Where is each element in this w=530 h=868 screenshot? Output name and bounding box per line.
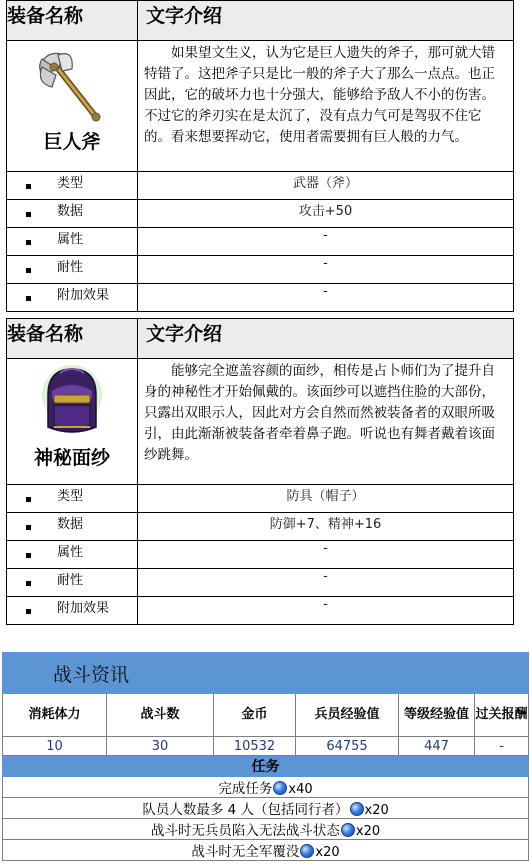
mission-row — [3, 777, 529, 798]
val-level-exp: 447 — [399, 737, 475, 756]
col-battles: 战斗数 — [107, 694, 214, 737]
attr-value: 防具（帽子） — [138, 485, 514, 513]
mission-reward: x20 — [315, 845, 340, 860]
attr-value: - — [138, 228, 514, 256]
equipment-table-2 — [6, 318, 514, 625]
header-desc-col: 文字介绍 — [138, 1, 514, 41]
col-soldier-exp: 兵员经验值 — [296, 694, 399, 737]
mission-text: 队员人数最多 4 人（包括同行者） — [142, 802, 349, 818]
attr-row-type — [7, 485, 514, 513]
mission-item — [3, 777, 529, 798]
equipment-description: 能够完全遮盖容颜的面纱，相传是占卜师们为了提升自身的神秘性才开始佩戴的。该面纱可以遮挡住脸的大部份，只露出双眼示人，因此对方会自然而然被装备者的双眼所吸引，由此渐渐被装备者牵着鼻子跑。听说也有舞者戴着该面纱跳舞。 — [144, 363, 495, 463]
val-battles: 30 — [107, 737, 214, 756]
attr-row-extra — [7, 284, 514, 312]
attr-value: 武器（斧） — [138, 172, 514, 200]
col-reward: 过关报酬 — [475, 694, 529, 737]
missions-title: 任务 — [3, 756, 529, 777]
header-name-col: 装备名称 — [7, 319, 138, 359]
val-stamina: 10 — [3, 737, 107, 756]
attr-key: 耐性 — [7, 256, 138, 284]
mission-text: 战斗时无兵员陷入无法战斗状态 — [150, 823, 340, 839]
mission-item — [3, 840, 529, 861]
attr-row-extra — [7, 597, 514, 625]
mission-row — [3, 819, 529, 840]
attr-key: 附加效果 — [7, 284, 138, 312]
attr-row-resistance — [7, 256, 514, 284]
battle-title-row — [3, 653, 529, 694]
mission-row — [3, 840, 529, 861]
blue-gem-icon — [300, 844, 314, 858]
header-name-col: 装备名称 — [7, 1, 138, 41]
mission-row — [3, 798, 529, 819]
mission-item — [3, 798, 529, 819]
equipment-header-row — [7, 319, 514, 359]
attr-row-data — [7, 513, 514, 541]
equipment-name: 神秘面纱 — [33, 447, 110, 469]
blue-gem-icon — [350, 802, 364, 816]
attr-key: 类型 — [7, 485, 138, 513]
attr-value: - — [138, 541, 514, 569]
attr-value: 防御+7、精神+16 — [138, 513, 514, 541]
val-reward: - — [475, 737, 529, 756]
double-axe-icon — [32, 47, 112, 125]
attr-key: 耐性 — [7, 569, 138, 597]
attr-key: 类型 — [7, 172, 138, 200]
battle-info-table — [2, 652, 529, 861]
mission-reward: x20 — [355, 824, 381, 839]
attr-value: - — [138, 597, 514, 625]
equipment-main-row — [7, 359, 514, 485]
col-level-exp: 等级经验值 — [399, 694, 475, 737]
equipment-desc-cell — [138, 41, 514, 172]
mission-reward: x40 — [288, 782, 313, 797]
attr-row-element — [7, 541, 514, 569]
purple-veil-icon — [40, 365, 104, 441]
val-gold: 10532 — [214, 737, 296, 756]
equipment-name: 巨人斧 — [43, 131, 101, 153]
battle-columns-row — [3, 694, 529, 737]
attr-key: 属性 — [7, 541, 138, 569]
attr-key: 附加效果 — [7, 597, 138, 625]
mission-text: 战斗时无全军覆没 — [191, 844, 300, 860]
equipment-table-1 — [6, 0, 514, 312]
equipment-desc-cell — [138, 359, 514, 485]
missions-title-row — [3, 756, 529, 777]
blue-gem-icon — [273, 781, 287, 795]
mission-text: 完成任务 — [218, 781, 273, 797]
attr-value: - — [138, 284, 514, 312]
attr-key: 数据 — [7, 200, 138, 228]
attr-row-data — [7, 200, 514, 228]
mission-item — [3, 819, 529, 840]
attr-value: - — [138, 569, 514, 597]
col-stamina: 消耗体力 — [3, 694, 107, 737]
equipment-description: 如果望文生义，认为它是巨人遗失的斧子，那可就大错特错了。这把斧子只是比一般的斧子大了那么一点点。也正因此，它的破坏力也十分强大，能够给予敌人不小的伤害。不过它的斧刃实在是太沉了，没有点力气可是驾驭不住它的。看来想要挥动它，使用者需要拥有巨人般的力气。 — [144, 45, 495, 145]
attr-key: 数据 — [7, 513, 138, 541]
equipment-icon-cell — [7, 359, 138, 485]
attr-value: 攻击+50 — [138, 200, 514, 228]
mission-reward: x20 — [364, 803, 389, 818]
equipment-main-row — [7, 41, 514, 172]
equipment-icon-cell — [7, 41, 138, 172]
attr-row-element — [7, 228, 514, 256]
attr-value: - — [138, 256, 514, 284]
blue-gem-icon — [341, 823, 355, 837]
battle-title: 战斗资讯 — [3, 653, 529, 694]
battle-values-row — [3, 737, 529, 756]
header-desc-col: 文字介绍 — [138, 319, 514, 359]
attr-key: 属性 — [7, 228, 138, 256]
attr-row-resistance — [7, 569, 514, 597]
equipment-header-row — [7, 1, 514, 41]
col-gold: 金币 — [214, 694, 296, 737]
val-soldier-exp: 64755 — [296, 737, 399, 756]
attr-row-type — [7, 172, 514, 200]
